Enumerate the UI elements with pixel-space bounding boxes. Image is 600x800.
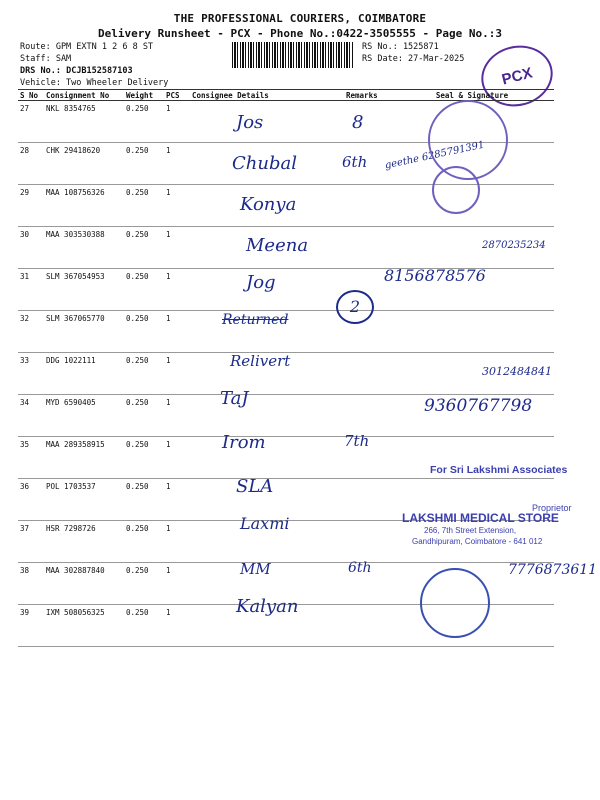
hw-r35-remark: 7th <box>344 432 370 450</box>
hw-r34-name: TaJ <box>220 388 249 409</box>
cell-weight: 0.250 <box>124 143 164 185</box>
cell-remarks <box>344 185 390 227</box>
hw-r35-name: Irom <box>222 432 266 453</box>
runsheet-subtitle: Delivery Runsheet - PCX - Phone No.:0422-3505555 - Page No.:3 <box>98 27 502 40</box>
hw-r38-remark: 6th <box>348 560 372 576</box>
cell-pcs: 1 <box>164 143 190 185</box>
hw-r27-remark: 8 <box>352 112 364 133</box>
cell-pcs: 1 <box>164 353 190 395</box>
cell-consignment: SLM 367054953 <box>44 269 124 311</box>
round-seal-top <box>428 100 508 180</box>
cell-consignee <box>190 437 344 479</box>
cell-sno: 32 <box>18 311 44 353</box>
stamp-medical-addr2: Gandhipuram, Coimbatore - 641 012 <box>412 537 543 546</box>
cell-sno: 35 <box>18 437 44 479</box>
hw-r33-seal: 3012484841 <box>482 365 552 378</box>
cell-pcs: 1 <box>164 605 190 647</box>
hw-r33-name: Relivert <box>230 352 291 370</box>
table-header-row <box>18 90 554 101</box>
cell-remarks <box>344 353 390 395</box>
round-seal-small <box>432 166 480 214</box>
cell-weight: 0.250 <box>124 353 164 395</box>
cell-sno: 31 <box>18 269 44 311</box>
cell-weight: 0.250 <box>124 185 164 227</box>
cell-weight: 0.250 <box>124 605 164 647</box>
cell-sno: 34 <box>18 395 44 437</box>
cell-pcs: 1 <box>164 185 190 227</box>
cell-pcs: 1 <box>164 521 190 563</box>
drs-number <box>20 66 133 76</box>
cell-weight: 0.250 <box>124 479 164 521</box>
cell-remarks <box>344 479 390 521</box>
cell-remarks <box>344 521 390 563</box>
col-pcs: PCS <box>164 90 190 101</box>
cell-pcs: 1 <box>164 479 190 521</box>
cell-pcs: 1 <box>164 563 190 605</box>
cell-sno: 39 <box>18 605 44 647</box>
hw-r37-name: Laxmi <box>240 514 290 533</box>
drs-label: DRS No.: <box>20 66 61 76</box>
staff-text: Staff: SAM <box>20 54 72 64</box>
cell-consignment: MAA 108756326 <box>44 185 124 227</box>
cell-sno: 37 <box>18 521 44 563</box>
cell-consignment: MYD 6590405 <box>44 395 124 437</box>
hw-r29-name: Konya <box>240 194 297 215</box>
cell-weight: 0.250 <box>124 311 164 353</box>
vehicle-text: Vehicle: Two Wheeler Delivery <box>20 78 169 88</box>
hw-r30-seal: 2870235234 <box>482 240 546 251</box>
stamp-lakshmi-associates: For Sri Lakshmi Associates <box>430 464 568 476</box>
cell-sno: 28 <box>18 143 44 185</box>
hw-r34-seal: 9360767798 <box>424 396 533 416</box>
cell-weight: 0.250 <box>124 227 164 269</box>
hw-r27-name: Jos <box>236 112 264 133</box>
cell-weight: 0.250 <box>124 563 164 605</box>
cell-pcs: 1 <box>164 395 190 437</box>
cell-remarks <box>344 101 390 143</box>
cell-consignee <box>190 101 344 143</box>
cell-weight: 0.250 <box>124 437 164 479</box>
cell-pcs: 1 <box>164 311 190 353</box>
cell-consignment: HSR 7298726 <box>44 521 124 563</box>
col-weight: Weight <box>124 90 164 101</box>
cell-sno: 29 <box>18 185 44 227</box>
hw-r32-name: Returned <box>222 312 289 328</box>
drs-value: DCJB152587103 <box>66 66 133 76</box>
pcx-stamp: PCX <box>475 38 559 114</box>
cell-weight: 0.250 <box>124 269 164 311</box>
col-consignment: Consignment No <box>44 90 124 101</box>
cell-consignment: SLM 367065770 <box>44 311 124 353</box>
cell-consignment: MAA 302887840 <box>44 563 124 605</box>
hw-r36-name: SLA <box>236 476 274 497</box>
hw-r39-name: Kalyan <box>236 596 299 617</box>
hw-r31-name: Jog <box>246 272 276 293</box>
cell-weight: 0.250 <box>124 395 164 437</box>
hw-r32-circle: 2 <box>336 290 374 324</box>
rs-date: RS Date: 27-Mar-2025 <box>362 54 465 64</box>
route-text: Route: GPM EXTN 1 2 6 8 ST <box>20 42 154 52</box>
cell-remarks <box>344 395 390 437</box>
hw-r28-seal: geethe 6285791391 <box>383 139 486 172</box>
cell-sno: 36 <box>18 479 44 521</box>
company-title: THE PROFESSIONAL COURIERS, COIMBATORE <box>173 12 427 25</box>
cell-remarks <box>344 605 390 647</box>
col-remarks: Remarks <box>344 90 390 101</box>
stamp-proprietor: Proprietor <box>532 503 572 513</box>
cell-remarks <box>344 227 390 269</box>
cell-sno: 33 <box>18 353 44 395</box>
cell-consignment: DDG 1022111 <box>44 353 124 395</box>
cell-consignment: NKL 8354765 <box>44 101 124 143</box>
cell-pcs: 1 <box>164 227 190 269</box>
col-seal: Seal & Signature <box>390 90 554 101</box>
col-sno: S No <box>18 90 44 101</box>
cell-consignment: MAA 303530388 <box>44 227 124 269</box>
cell-consignment: CHK 29418620 <box>44 143 124 185</box>
stamp-medical-store: LAKSHMI MEDICAL STORE <box>402 511 559 525</box>
barcode <box>232 42 354 68</box>
rs-number: RS No.: 1525871 <box>362 42 439 52</box>
cell-consignment: MAA 289358915 <box>44 437 124 479</box>
cell-pcs: 1 <box>164 269 190 311</box>
cell-consignment: IXM 508056325 <box>44 605 124 647</box>
hw-r28-remark: 6th <box>342 153 368 171</box>
cell-pcs: 1 <box>164 437 190 479</box>
hw-r38-seal: 7776873611 <box>508 562 598 578</box>
cell-consignment: POL 1703537 <box>44 479 124 521</box>
hw-r38-name: MM <box>240 560 271 578</box>
col-consignee: Consignee Details <box>190 90 344 101</box>
cell-seal <box>390 311 554 353</box>
hw-r30-name: Meena <box>246 235 309 256</box>
cell-weight: 0.250 <box>124 521 164 563</box>
cell-pcs: 1 <box>164 101 190 143</box>
round-seal-bottom <box>420 568 490 638</box>
hw-r31-seal: 8156878576 <box>384 266 486 285</box>
stamp-medical-addr1: 266, 7th Street Extension, <box>424 526 517 535</box>
cell-sno: 27 <box>18 101 44 143</box>
cell-sno: 38 <box>18 563 44 605</box>
cell-consignee <box>190 395 344 437</box>
hw-r28-name: Chubal <box>232 153 297 174</box>
cell-sno: 30 <box>18 227 44 269</box>
cell-weight: 0.250 <box>124 101 164 143</box>
